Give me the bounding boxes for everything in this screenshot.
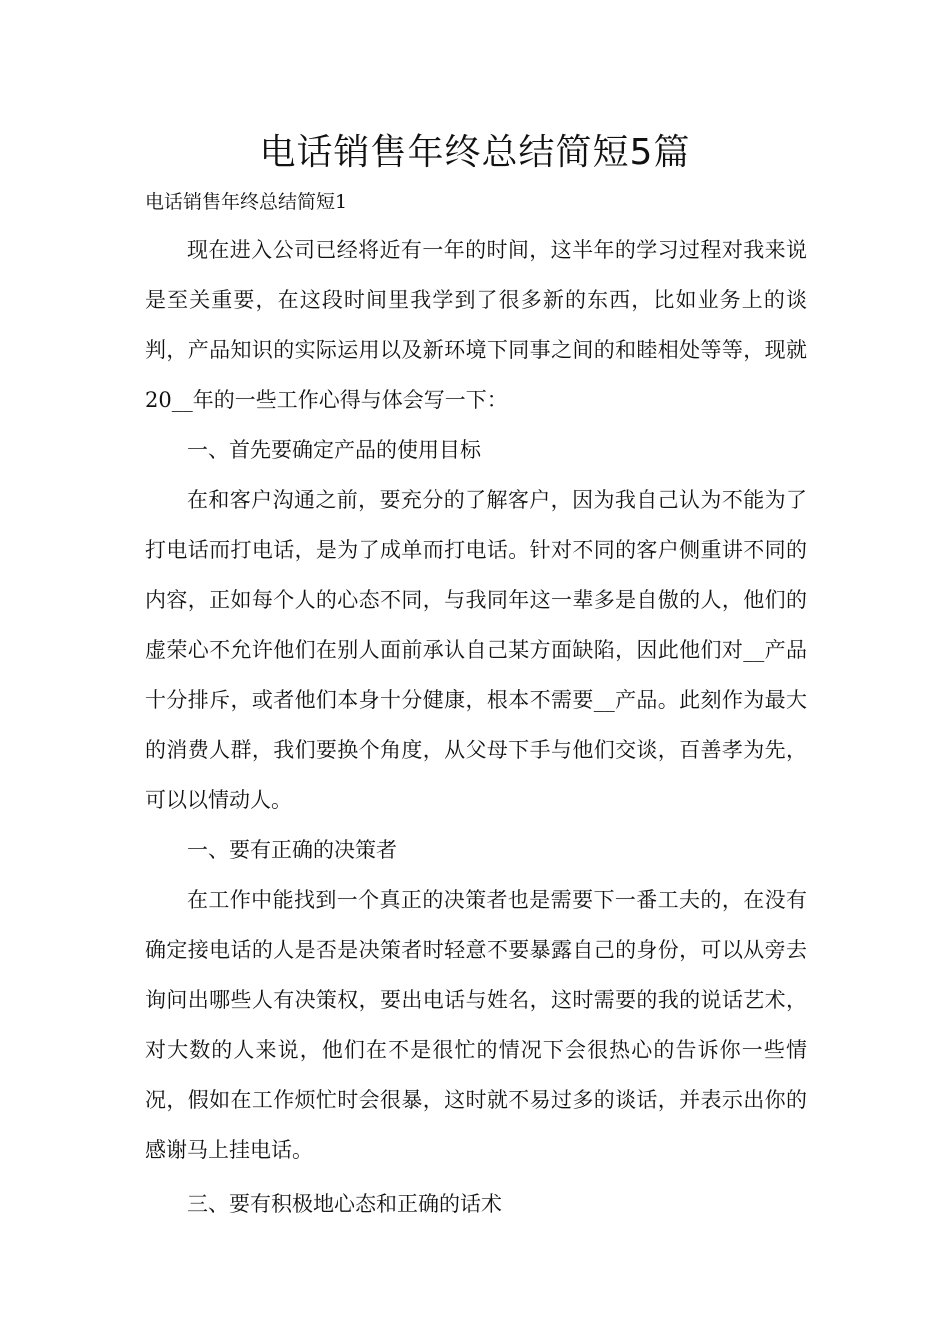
document-body — [145, 225, 807, 1229]
document-subtitle: 电话销售年终总结简短1 — [145, 191, 348, 213]
section-heading-1: 一、首先要确定产品的使用目标 — [187, 438, 481, 462]
document-title: 电话销售年终总结简短5篇 — [259, 132, 691, 173]
paragraph-intro: 现在进入公司已经将近有一年的时间，这半年的学习过程对我来说是至关重要，在这段时间里我学到了很多新的东西，比如业务上的谈判，产品知识的实际运用以及新环境下同事之间的和睦相处等等，现就20__年的一些工作心得与体会写一下： — [145, 238, 807, 412]
section-heading-3: 三、要有积极地心态和正确的话术 — [187, 1192, 502, 1216]
section-heading-2: 一、要有正确的决策者 — [187, 838, 397, 862]
paragraph-section-2: 在工作中能找到一个真正的决策者也是需要下一番工夫的，在没有确定接电话的人是否是决策者时轻意不要暴露自己的身份，可以从旁去询问出哪些人有决策权，要出电话与姓名，这时需要的我的说话艺术，对大数的人来说，他们在不是很忙的情况下会很热心的告诉你一些情况，假如在工作烦忙时会很暴，这时就不易过多的谈话，并表示出你的感谢马上挂电话。 — [145, 888, 807, 1162]
paragraph-section-1: 在和客户沟通之前，要充分的了解客户，因为我自己认为不能为了打电话而打电话，是为了成单而打电话。针对不同的客户侧重讲不同的内容，正如每个人的心态不同，与我同年这一辈多是自傲的人，他们的虚荣心不允许他们在别人面前承认自己某方面缺陷，因此他们对__产品十分排斥，或者他们本身十分健康，根本不需要__产品。此刻作为最大的消费人群，我们要换个角度，从父母下手与他们交谈，百善孝为先，可以以情动人。 — [145, 488, 807, 812]
